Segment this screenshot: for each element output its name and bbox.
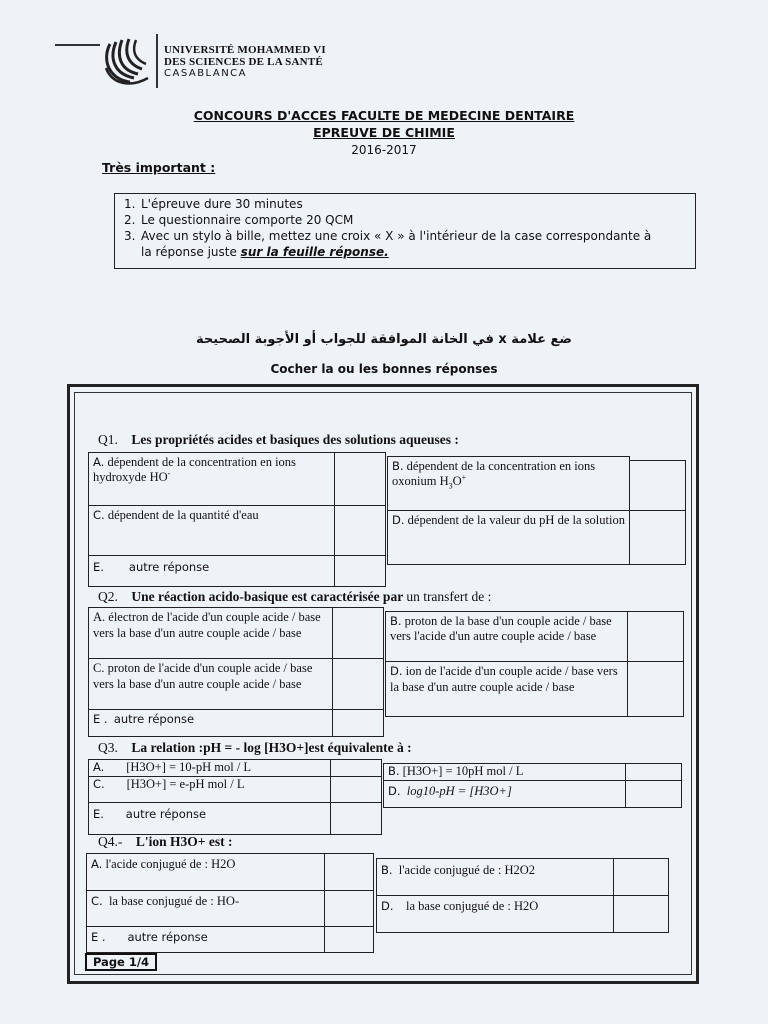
q4-option-e: E . autre réponse xyxy=(86,926,325,953)
q3-b-checkbox[interactable] xyxy=(625,763,682,781)
q4-a-checkbox[interactable] xyxy=(324,853,374,891)
university-logo-icon xyxy=(100,34,156,88)
university-line1: UNIVERSITÉ MOHAMMED VI xyxy=(164,44,326,56)
q3-option-e: E. autre réponse xyxy=(88,802,331,835)
q3-option-b: B. [H3O+] = 10pH mol / L xyxy=(383,763,626,781)
university-name xyxy=(164,44,326,80)
q4-option-a: A. l'acide conjugué de : H2O xyxy=(86,853,325,891)
q2-option-c: C. proton de l'acide d'un couple acide / base vers la base d'un autre couple acide / base xyxy=(88,658,333,710)
q2-e-checkbox[interactable] xyxy=(332,709,384,737)
q1-option-c: C. dépendent de la quantité d'eau xyxy=(88,505,335,556)
q3-a-checkbox[interactable] xyxy=(330,759,382,777)
q2-title: Q2. Une réaction acido-basique est caractérisée par un transfert de : xyxy=(98,589,492,604)
q4-b-checkbox[interactable] xyxy=(613,858,669,896)
q1-title: Q1. Les propriétés acides et basiques des solutions aqueuses : xyxy=(98,432,459,447)
exam-title: CONCOURS D'ACCES FACULTE DE MEDECINE DENTAIRE xyxy=(193,108,575,123)
q1-a-checkbox[interactable] xyxy=(334,452,386,506)
q1-option-a: A. dépendent de la concentration en ions hydroxyde HO- xyxy=(88,452,335,506)
arabic-instruction: ضع علامة x في الخانة الموافقة للجواب أو الأجوبة الصحيحة xyxy=(196,332,572,347)
q2-c-checkbox[interactable] xyxy=(332,658,384,710)
q1-e-checkbox[interactable] xyxy=(334,555,386,587)
q1-b-checkbox[interactable] xyxy=(629,460,686,511)
exam-year: 2016-2017 xyxy=(351,143,417,157)
logo-stroke xyxy=(55,44,100,46)
q2-option-d: D. ion de l'acide d'un couple acide / base vers la base d'un autre couple acide / base xyxy=(385,661,628,717)
q3-d-checkbox[interactable] xyxy=(625,780,682,808)
q2-option-a: A. électron de l'acide d'un couple acide / base vers la base d'un autre couple acide / base xyxy=(88,607,333,659)
q2-d-checkbox[interactable] xyxy=(627,661,684,717)
university-city: CASABLANCA xyxy=(164,68,248,79)
instruction-2: 2. Le questionnaire comporte 20 QCM xyxy=(124,213,354,227)
q2-option-e: E . autre réponse xyxy=(88,709,333,737)
instruction-3: 3. Avec un stylo à bille, mettez une croix « X » à l'intérieur de la case correspondante à la réponse juste sur la feuille réponse. xyxy=(124,229,652,259)
q3-option-d: D. log10-pH = [H3O+] xyxy=(383,780,626,808)
q3-c-checkbox[interactable] xyxy=(330,776,382,803)
logo-divider xyxy=(156,34,158,88)
page-number: Page 1/4 xyxy=(85,953,157,971)
q3-option-a: A. [H3O+] = 10-pH mol / L xyxy=(88,759,331,777)
q1-option-b: B. dépendent de la concentration en ions oxonium $H_3O^+$ xyxy=(387,456,630,511)
important-label: Très important : xyxy=(102,160,216,175)
q2-a-checkbox[interactable] xyxy=(332,607,384,659)
q4-c-checkbox[interactable] xyxy=(324,890,374,927)
check-instruction: Cocher la ou les bonnes réponses xyxy=(270,362,498,376)
q1-c-checkbox[interactable] xyxy=(334,505,386,556)
q4-option-d: D. la base conjugué de : H2O xyxy=(376,895,614,933)
q4-d-checkbox[interactable] xyxy=(613,895,669,933)
q1-d-checkbox[interactable] xyxy=(629,510,686,565)
q4-e-checkbox[interactable] xyxy=(324,926,374,953)
q2-b-checkbox[interactable] xyxy=(627,611,684,662)
university-line2: DES SCIENCES DE LA SANTÉ xyxy=(164,56,323,68)
q3-option-c: C. [H3O+] = e-pH mol / L xyxy=(88,776,331,803)
q4-option-c: C. la base conjugué de : HO- xyxy=(86,890,325,927)
q4-option-b: B. l'acide conjugué de : H2O2 xyxy=(376,858,614,896)
instructions-box xyxy=(114,193,696,269)
q3-e-checkbox[interactable] xyxy=(330,802,382,835)
q4-title: Q4.- L'ion H3O+ est : xyxy=(98,834,233,849)
exam-subtitle: EPREUVE DE CHIMIE xyxy=(313,125,455,140)
q1-option-d: D. dépendent de la valeur du pH de la solution xyxy=(387,510,630,565)
q2-option-b: B. proton de la base d'un couple acide / base vers l'acide d'un autre couple acide / base xyxy=(385,611,628,662)
q3-title: Q3. La relation :pH = - log [H3O+]est équivalente à : xyxy=(98,740,412,755)
instruction-1: 1. L'épreuve dure 30 minutes xyxy=(124,197,303,211)
q1-option-e: E. autre réponse xyxy=(88,555,335,587)
